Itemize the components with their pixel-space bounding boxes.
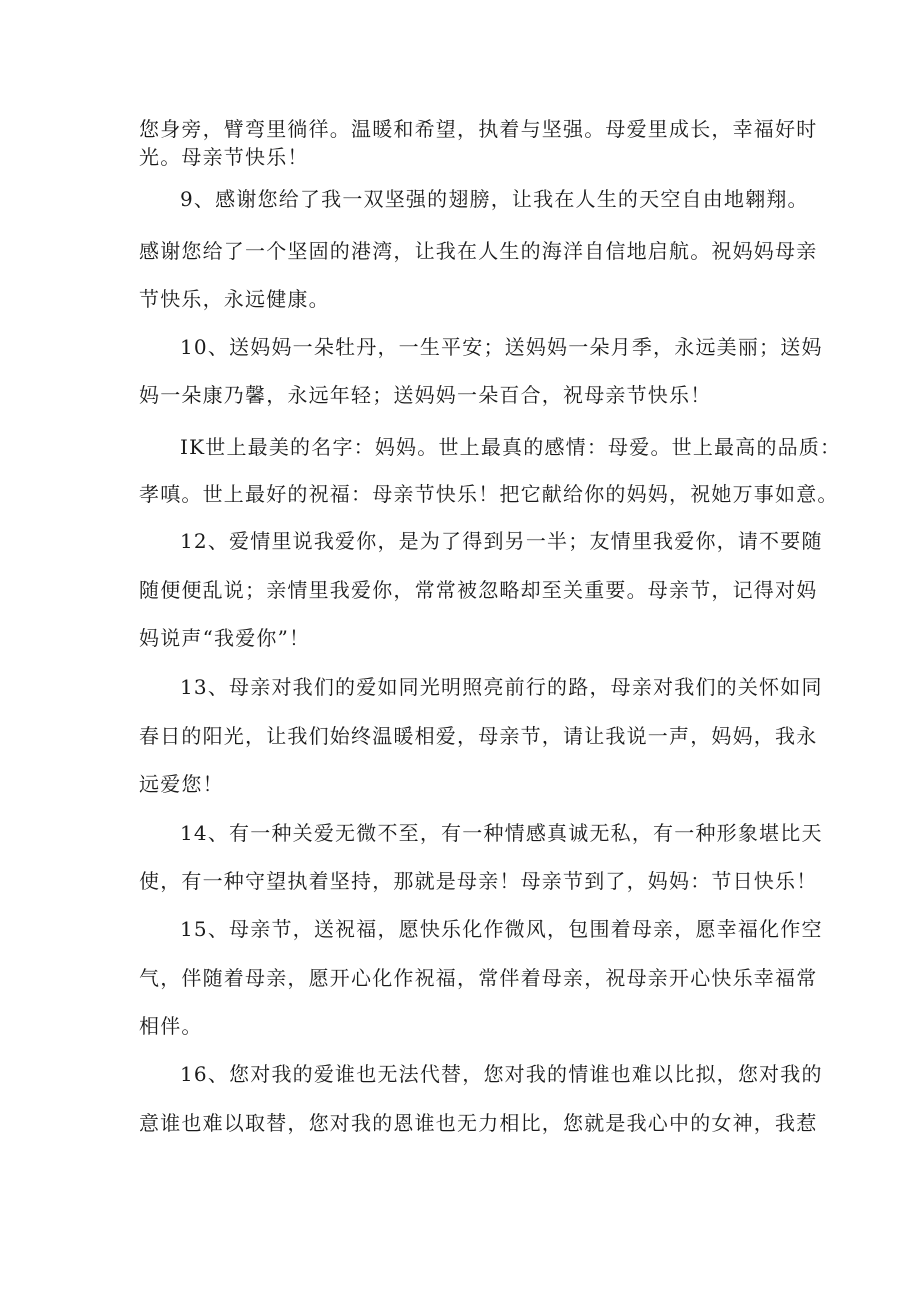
text-line: 意谁也难以取替，您对我的恩谁也无力相比，您就是我心中的女神，我惹 [139,1111,818,1135]
text-line: 随便便乱说；亲情里我爱你，常常被忽略却至关重要。母亲节，记得对妈 [139,578,818,602]
text-line: 13、母亲对我们的爱如同光明照亮前行的路，母亲对我们的关怀如同 [180,675,823,699]
text-line: 15、母亲节，送祝福，愿快乐化作微风，包围着母亲，愿幸福化作空 [180,917,823,941]
text-line: 12、爱情里说我爱你，是为了得到另一半；友情里我爱你，请不要随 [180,529,823,553]
text-line: 相伴。 [139,1014,203,1038]
text-line: 孝嗔。世上最好的祝福：母亲节快乐！把它献给你的妈妈，祝她万事如意。 [139,482,839,506]
text-line: 14、有一种关爱无微不至，有一种情感真诚无私，有一种形象堪比天 [180,821,823,845]
text-line: 气，伴随着母亲，愿开心化作祝福，常伴着母亲，祝母亲开心快乐幸福常 [139,966,818,990]
text-line: 妈一朵康乃馨，永远年轻；送妈妈一朵百合，祝母亲节快乐！ [139,383,712,407]
text-line: 9、感谢您给了我一双坚强的翅膀，让我在人生的天空自由地翱翔。 [180,187,809,211]
text-line: 节快乐，永远健康。 [139,287,330,311]
text-line: 妈说声“我爱你”！ [139,626,311,650]
text-line: IK世上最美的名字：妈妈。世上最真的感情：母爱。世上最高的品质： [180,435,842,459]
text-line: 光。母亲节快乐！ [139,145,309,169]
text-line: 使，有一种守望执着坚持，那就是母亲！母亲节到了，妈妈：节日快乐！ [139,869,818,893]
text-line: 感谢您给了一个坚固的港湾，让我在人生的海洋自信地启航。祝妈妈母亲 [139,239,818,263]
text-line: 远爱您！ [139,772,224,796]
text-line: 您身旁，臂弯里徜徉。温暖和希望，执着与坚强。母爱里成长，幸福好时 [139,117,818,141]
text-line: 16、您对我的爱谁也无法代替，您对我的情谁也难以比拟，您对我的 [180,1062,823,1086]
text-line: 10、送妈妈一朵牡丹，一生平安；送妈妈一朵月季，永远美丽；送妈 [180,335,823,359]
text-line: 春日的阳光，让我们始终温暖相爱，母亲节，请让我说一声，妈妈，我永 [139,724,818,748]
